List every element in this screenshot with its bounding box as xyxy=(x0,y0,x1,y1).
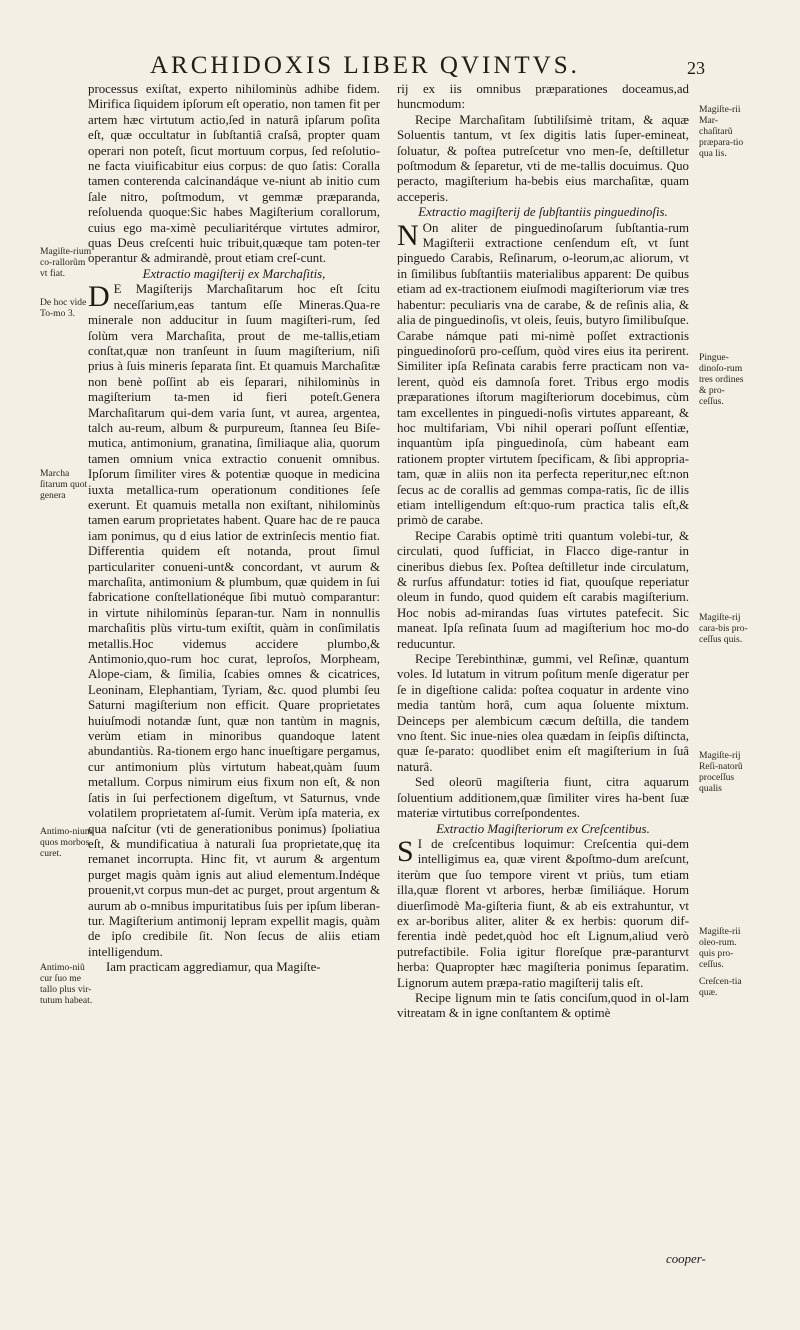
right-paragraph-3: NOn aliter de pinguedinoſarum ſubſtantia-rum Magiſterii extractione cenſendum eſt, vt ſunt pinguedo Carabis, Reſinarum, o-leorum,ac aliorum, vt in ſimilibus ſubſtantiis materialibus apparent: De quibus etiam ad ex-tractionem eiuſmodi magiſteriorum viæ tres habentur: peculiaris vna de carabe, & de reſinis alia, & alia de pinguedinoſis, vt oleis, ſeuis, butyro ſimilibuſque. Carabe námque pati mi-nimè poſſet extractionis pinguedinoſorū pro-ceſſum, quòd vires eius ita perirent. Similiter ipſa Reſinata carabis ferre practicam non va-lerent, quòd eis damnoſa foret. Tribus ergo modis præparationes iſtorum magiſteriorum docebimus, cùm tam excellentes in pinguedi-noſis virtutes appareant, & hoc multifariam, Vbi nihil operari poſſunt eſſentiæ, inquantùm ipſa pinguedinoſa, cùm habeant eam rationem propter virtutem ſpecificam, & ſibi appropria-tam, quæ in aliis non ita perfecta reperitur,nec eſt:non ſecus ac de corallis ad gemmas compa-ratis, ſic de illis etiam intelligendum eſt:quo-rum practica talis eſt,& primò de carabe. xyxy=(397,218,689,528)
right-paragraph-1: rij ex iis omnibus præparationes doceamus,ad huncmodum: xyxy=(397,82,689,112)
left-subheading: Extractio magiſterij ex Marchaſitis, xyxy=(142,266,326,281)
margin-note-left-4: Antimo-nium quos morbos curet. xyxy=(40,826,93,859)
right-paragraph-6: Sed oleorū magiſteria fiunt, citra aquarum ſoluentium additionem,quæ ſimiliter vires ha-bent ſuæ materiæ virtutibus correſpondentes. xyxy=(397,775,689,821)
margin-note-left-5: Antimo-niũ cur ſuo me tallo plus vir-tutum habeat. xyxy=(40,962,93,1006)
margin-note-right-5: Magiſte-rii oleo-rum. quis pro-ceſſus. xyxy=(699,926,741,970)
margin-note-right-3: Magiſte-rij cara-bis pro-ceſſus quis. xyxy=(699,612,748,645)
page-number: 23 xyxy=(687,58,705,78)
right-subheading-2: Extractio Magiſteriorum ex Creſcentibus. xyxy=(436,821,650,836)
margin-note-left-3: Marcha ſitarum quot genera xyxy=(40,468,88,501)
right-paragraph-5: Recipe Terebinthinæ, gummi, vel Reſinæ, quantum voles. Id lutatum in vitrum poſitum menſe digeratur per ſe in digeſtione calida: poſtea coquatur in ardente vino media tantùm horâ, cum aqua ſoluente mixtum. Deinceps per alembicum cæcum deſtilla, die tandem vno ſtent. Sic inue-nies olea quædam in ſeipſis diſtincta, quæ ſe-parato: quodlibet enim eſt magiſterium in ſuâ naturâ. xyxy=(397,652,689,774)
right-subheading-1: Extractio magiſterij de ſubſtantiis pinguedinoſis. xyxy=(418,205,668,220)
margin-note-right-1: Magiſte-rii Mar-chaſitarũ præpara-tio qua lis. xyxy=(699,104,744,159)
catchword: cooper- xyxy=(666,1252,706,1266)
margin-note-right-6: Creſcen-tia quæ. xyxy=(699,976,742,998)
margin-note-left-2: De hoc vide To-mo 3. xyxy=(40,297,87,319)
left-column xyxy=(88,82,380,976)
margin-note-left-1: Magiſte-rium co-rallorũm vt fiat. xyxy=(40,246,92,279)
right-paragraph-8: Recipe lignum min te ſatis conciſum,quod in ol-lam vitreatam & in igne conſtantem & optimè xyxy=(397,990,689,1021)
margin-note-right-2: Pingue-dinoſo-rum tres ordines & pro-ceſſus. xyxy=(699,352,744,407)
left-paragraph-3: Iam practicam aggrediamur, qua Magiſte- xyxy=(106,960,321,975)
right-paragraph-7: SI de creſcentibus loquimur: Creſcentia qui-dem intelligimus ea, quæ virent &poſtmo-dum areſcunt, iterùm que ſuo tempore virent vt priùs, tum etiam illa,quæ florent vt arbores, herbæ ſimiliáque. Horum diuerſimodè Ma-giſteria fiunt, & ab eis extrahuntur, vt ex ar-boribus aliter, aliter & ex herbis: quorum dif-ferentia indè pedet,quòd hoc eſt Lignum,aliud verò putrefactibile. Folia igitur floreſque præ-paranturvt herba: Quapropter hæc magiſteria ponimus ſeparatim. Lignorum autem præpa-ratio magiſterij talis eſt. xyxy=(397,834,689,990)
left-paragraph-2: DE Magiſterijs Marchaſitarum hoc eſt ſcitu neceſſarium,eas tantum eſſe Mineras.Qua-re minerale non adducitur in ſuum magiſteri-rum, ſed ſolùm vera Marchaſita, prout de me-tallis,etiam conſtat,quæ non tranſeunt in ſuum magiſterium, niſi prius à ſuis mineris ſeparata ſint. Et quamuis Marchaſitæ non benè poſſint ab eis ſeparari, nihilominùs in magiſterium ta-men id fieri poteſt.Genera Marchaſitarum qui-dem varia ſunt, vt aurea, argentea, talch au-reum, album & purpureum, ſtannea ſeu Biſe-mutica, antimonium, granatina, ſimiliaque alia, quorum tamen omnium vnica extractio conuenit omnibus. Ipſorum ſimiliter vires & potentiæ quoque in medicina iuxta metallica-rum operationum conditiones ſeſe exerunt. Et quamuis metalla non exiſtant, nihilominùs tamen earum proprietates habent. Quare hac de re pauca iam ponimus, qu d eius latior de extrinſecis mentio fiat. Differentia quidem eſt notanda, prout ſimul particulariter conueni-unt& concordant, vt aurum & marchaſita, antimonium & plumbum, quæ quidem in ſui fabricatione conſtellationéque ſibi mutuò comparantur: in virtute nihilominùs ſeparan-tur. Nam in nonnullis marchaſitis plùs virtu-tum exiſtit, quàm in conſimilatis metallis.Hoc videmus accidere plumbo,& Antimonio,quo-rum hoc curat, leproſos, Morpheam, Alope-ciam, & ſimilia, ſcabies omnes & cicatrices, Leoninam, Elephantiam, Tyriam, &c. quod plumbi ſeu Saturni magiſterium non efficit. Quare proprietates huiuſmodi notandæ ſunt, quæ non tantùm in magnis, verùm etiam in minoribus quandoque latent abundantiùs. Ra-tionem ergo hanc inueſtigare pergamus, cur antimonium plùs virtutum habeat,quàm ſuum metallum. Corpus nimirum eius fixum non eſt, & non ſatis in ſui perfectionem digeſtum, vt Saturnus, vnde volatilem proprietatem aſ-ſumit. Verùm ipſa materia, ex qua naſcitur (vti de generationibus ponimus) ſpoliatiua eſt, & mundificatiua à naturali ſua proprietate,quę ita remanet incorrupta. Hinc fit, vt aurum & argentum purget magis quàm ignis aut aliud elementum.Indéque prouenit,vt corpus mun-det ac purget, prout argentum & aurum ab o-mnibus impuritatibus ſuis per ipſum liberan-tur. Magiſterium antimonij lepram expellit magis, quàm de ipſo credibile ſit. Non ſecus de aliis etiam intelligendum. xyxy=(88,280,380,959)
right-column xyxy=(397,82,689,1022)
left-paragraph-1: processus exiſtat, experto nihilominùs adhibe fidem. Mirifica ſiquidem ipſorum eſt operatio, non tamen fit per artem hæc virtutum actio,ſed in naturâ ipſarum poſita eſt, quæ occultatur in ſubſtantiâ craſsâ, propter quam operari non poteſt, ſicut mortuum corpus, ſed reſolutio-ne facta viuificabitur eius corpus: de quo ſatis: Coralla tamen conterenda calcinandáque ve-niunt ab initio cum ſale nitro, poſtmodum, vt gemmæ præparanda, reſoluenda quoque:Sic habes Magiſterium corallorum, cuius ego ma-ximè peculiaritérque virtutes admiror, quas Deus creſcenti huic tribuit,quæque tam poten-ter operantur & admirandè, prout etiam creſ-cunt. xyxy=(88,82,380,266)
margin-note-right-4: Magiſte-rij Reſi-natorũ proceſſus qualis xyxy=(699,750,743,794)
running-title: ARCHIDOXIS LIBER QVINTVS. xyxy=(150,52,580,79)
right-paragraph-2: Recipe Marchaſitam ſubtiliſsimè tritam, & aquæ Soluentis tantum, vt ſex digitis latis ſuper-emineat, ſoluatur, & poſtea putreſcetur vno men-ſe, deſtilletur poſtmodum & ſeparetur, vti de me-tallis docuimus. Quo peracto, magiſterium ha-bebis eius marchaſitæ, quam acceperis. xyxy=(397,112,689,204)
right-paragraph-4: Recipe Carabis optimè triti quantum volebi-tur, & circulati, quod ſufficiat, in Flacco dige-rantur in cineribus diebus ſex. Poſtea deſtilletur inde circulatum, & rurſus affundatur: toties id fiat, quouſque reperiatur oleum in fundo, quod quidem eſt carabis magiſterium. Hoc nobis ad-mirandas ſuas virtutes patefecit. Sic maneat. Ipſa reſinata ſuum ad magiſterium hoc mo-do reducuntur. xyxy=(397,528,689,651)
